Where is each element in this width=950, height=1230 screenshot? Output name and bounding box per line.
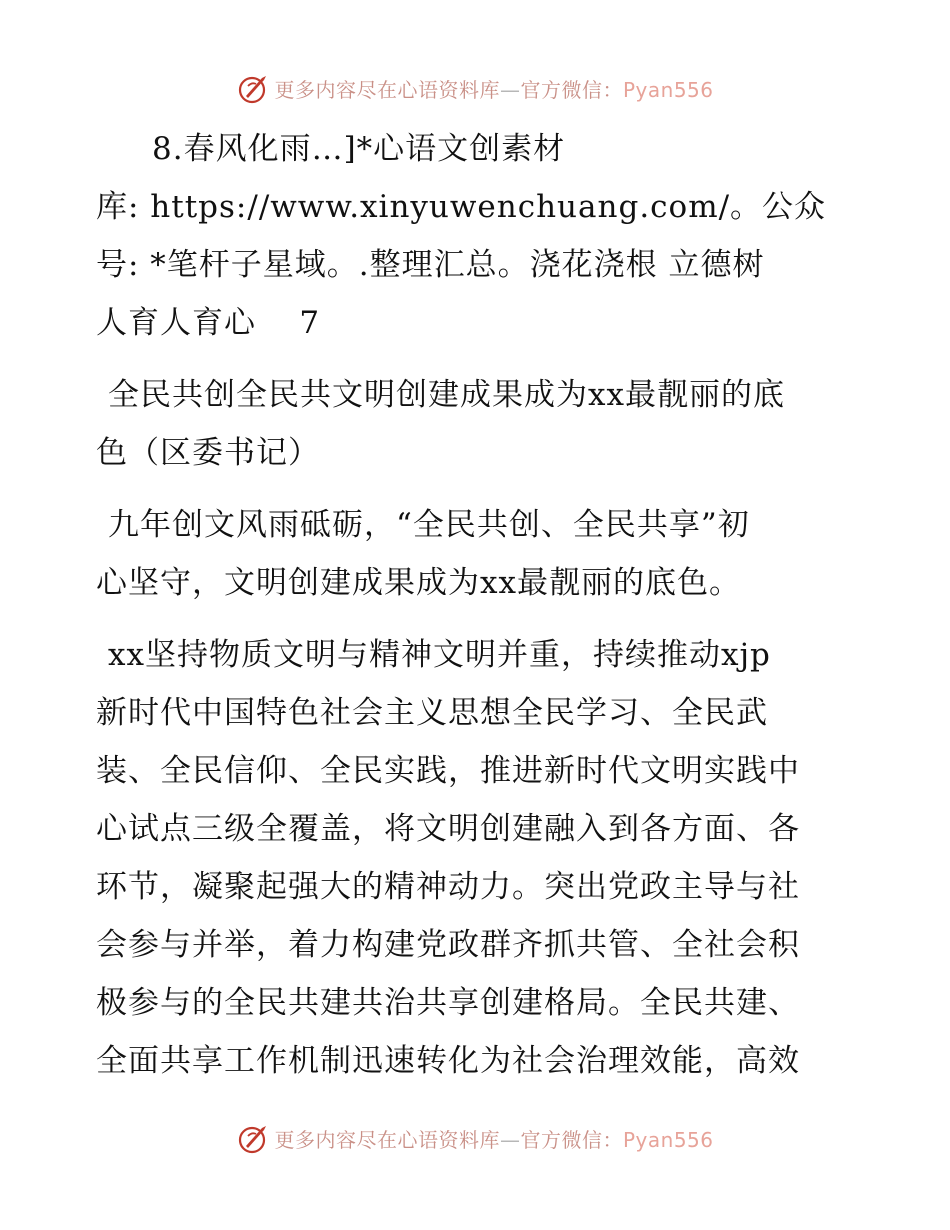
text-line: 库: https://www.xinyuwenchuang.com/。公众 <box>96 189 827 225</box>
document-body <box>96 120 856 1090</box>
paragraph-line: 全面共享工作机制迅速转化为社会治理效能，高效 <box>96 1043 800 1079</box>
paragraph-line: 极参与的全民共建共治共享创建格局。全民共建、 <box>96 985 800 1021</box>
paragraph-line: xx坚持物质文明与精神文明并重，持续推动xjp <box>108 637 771 673</box>
paragraph-line: 装、全民信仰、全民实践，推进新时代文明实践中 <box>96 753 800 789</box>
text-line: 人育人育心 7 <box>96 305 321 341</box>
footer-watermark <box>0 1120 950 1156</box>
text-line: 8.春风化雨…]*心语文创素材 <box>152 131 566 167</box>
paragraph-line: 会参与并举，着力构建党政群齐抓共管、全社会积 <box>96 927 800 963</box>
section-title: 色（区委书记） <box>96 435 320 471</box>
paragraph-line: 新时代中国特色社会主义思想全民学习、全民武 <box>96 695 768 731</box>
quill-pen-logo-icon <box>236 1120 272 1156</box>
header-watermark <box>0 70 950 106</box>
watermark-text: 更多内容尽在心语资料库—官方微信：Pyan556 <box>274 77 714 102</box>
paragraph-line: 心试点三级全覆盖，将文明创建融入到各方面、各 <box>96 811 800 847</box>
text-line: 号: *笔杆子星域。.整理汇总。浇花浇根 立德树 <box>96 247 765 283</box>
paragraph-line: 九年创文风雨砥砺，“全民共创、全民共享”初 <box>108 507 750 543</box>
paragraph-line: 环节，凝聚起强大的精神动力。突出党政主导与社 <box>96 869 800 905</box>
quill-pen-logo-icon <box>236 70 272 106</box>
paragraph-line: 心坚守，文明创建成果成为xx最靓丽的底色。 <box>96 565 741 601</box>
watermark-text: 更多内容尽在心语资料库—官方微信：Pyan556 <box>274 1127 714 1152</box>
section-title: 全民共创全民共文明创建成果成为xx最靓丽的底 <box>108 377 785 413</box>
